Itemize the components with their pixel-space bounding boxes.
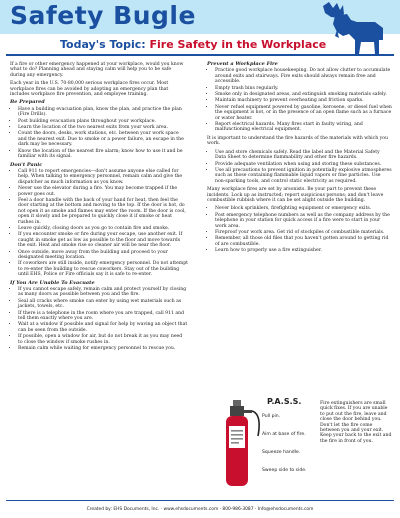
hazards-paragraph: It is important to understand the fire hazards of the materials with which you work. <box>207 135 388 147</box>
list-item: • Remain calm while waiting for emergency personnel to rescue you. <box>18 346 188 351</box>
fire-extinguisher-icon <box>208 396 268 492</box>
list-item: • Practice good workplace housekeeping. Do not allow clutter to accumulate around exits and stairways. Fire exits should always remain free and accessible. <box>215 68 392 84</box>
pass-graphic <box>208 396 318 492</box>
list-item: • Use and store chemicals safely. Read the label and the Material Safety Data Sheet to determine flammability and other fire hazards. <box>215 150 392 161</box>
footer-credits: Created by: EHS Documents, Inc. · www.ehsdocuments.com · 800-986-3087 · Info@ehsdocuments.com <box>86 507 314 512</box>
list-item: • Seal all cracks where smoke can enter by using wet materials such as jackets, towels, etc. <box>18 299 188 310</box>
list-item: • If coworkers are still inside, notify emergency personnel. Do not attempt to re-enter the building to rescue coworkers. Stay out of the building until EHS, Police or Fire officials say it is safe to re-enter. <box>18 261 188 277</box>
arson-paragraph: Many workplace fires are set by arsonists. Be your part to prevent these incidents. Lock up as instructed; report suspicious persons; and don't leave combustible rubbish where it can be set alight outside the building. <box>207 187 384 203</box>
list-item: • Learn how to properly use a fire extinguisher. <box>215 248 392 253</box>
right-column <box>207 62 392 257</box>
list-item: • Know the location of the nearest fire alarm; know how to use it and be familiar with its signal. <box>18 149 188 160</box>
list-item: • Feel a door handle with the back of your hand for heat, then feel the door starting at the bottom and moving to the top. If the door is hot, do not open it as smoke and flames may enter the room. If the door is cool, open it slowly and be prepared to quickly close it if smoke or heat rushes in. <box>18 198 188 225</box>
list-item: • Never refuel equipment powered by gasoline, kerosene, or diesel fuel when the equipment is hot, or in the presence of an open flame such as a furnace or water heater. <box>215 105 392 121</box>
list-item: • Report electrical hazards. Many fires start in faulty wiring, and malfunctioning electrical equipment. <box>215 122 392 133</box>
be-prepared-list <box>10 107 188 160</box>
title-divider <box>6 54 394 56</box>
list-item: • If there is a telephone in the room where you are trapped, call 911 and tell them exactly where you are. <box>18 311 188 322</box>
arson-list <box>207 206 392 253</box>
topic-line <box>60 38 326 51</box>
topic-prefix: Today's Topic: <box>60 38 146 51</box>
pass-title: P.A.S.S. <box>267 397 302 406</box>
list-item: • Count the doors, desks, work stations, etc. between your work space and the nearest exit. Due to smoke or a power failure, an escape in the dark may be necessary. <box>18 131 188 147</box>
topic-name: Fire Safety in the Workplace <box>149 38 327 51</box>
list-item: • Remember, all those old files that you haven't gotten around to getting rid of are combustible. <box>215 236 392 247</box>
list-item: • Empty trash bins regularly. <box>215 86 392 91</box>
section-heading-dont-panic: Don't Panic <box>10 161 43 168</box>
list-item: • Wait at a window if possible and signal for help by waving an object that can be seen from the outside. <box>18 322 188 333</box>
hazards-list <box>207 150 392 184</box>
section-heading-be-prepared: Be Prepared <box>10 99 45 106</box>
pass-step-pull: Pull pin. <box>262 414 281 419</box>
left-column <box>10 62 188 355</box>
section-heading-unable-to-evacuate: If You Are Unable To Evacuate <box>10 279 95 286</box>
list-item: • If you cannot escape safely, remain calm and protect yourself by closing as many doors as possible between you and the fire. <box>18 287 188 298</box>
list-item: • Use all precautions to prevent ignition in potentially explosive atmospheres such as those containing flammable liquid vapors or fine particles. Use non-sparking tools, and control static electricity as required. <box>215 168 392 184</box>
pass-step-aim: Aim at base of fire. <box>262 432 306 437</box>
list-item: • Maintain machinery to prevent overheating and friction sparks. <box>215 98 392 103</box>
list-item: • Provide adequate ventilation when using and storing these substances. <box>215 162 392 167</box>
list-item: • Learn the location of the two nearest exits from your work area. <box>18 125 188 130</box>
footer-divider <box>6 500 394 501</box>
list-item: • Never block sprinklers, firefighting equipment or emergency exits. <box>215 206 392 211</box>
pass-step-squeeze: Squeeze handle. <box>262 450 301 455</box>
list-item: • Smoke only in designated areas, and extinguish smoking materials safely. <box>215 92 392 97</box>
list-item: • If you encounter smoke or fire during your escape, use another exit. If caught in smoke get as low as possible to the floor and move towards the exit. Heat and smoke rise so cleaner air will be near the floor. <box>18 232 188 248</box>
list-item: • If possible, open a window for air, but do not break it as you may need to close the window if smoke rushes in. <box>18 334 188 345</box>
list-item: • Post building evacuation plans throughout your workplace. <box>18 119 188 124</box>
list-item: • Never use the elevator during a fire. You may become trapped if the power goes out. <box>18 186 188 197</box>
list-item: • Post emergency telephone numbers as well as the company address by the telephone in your station for quick access if a fire were to start in your work area. <box>215 213 392 229</box>
prevent-list <box>207 68 392 132</box>
intro-paragraph: If a fire or other emergency happened at your workplace, would you know what to do? Planning ahead and staying calm will help you to be safe during any emergency. <box>10 62 184 78</box>
section-heading-prevent: Prevent a Workplace Fire <box>207 61 278 67</box>
newsletter-title: Safety Bugle <box>10 1 196 30</box>
intro-paragraph: Each year in the U.S. 70-80,000 serious workplace fires occur. Most workplace fires can be avoided by adopting an emergency plan that includes workplace fire prevention, and employee training. <box>10 81 169 98</box>
dont-panic-list <box>10 169 188 278</box>
list-item: • Fireproof your work area. Get rid of stockpiles of combustible materials. <box>215 230 392 235</box>
pass-step-sweep: Sweep side to side. <box>262 468 307 473</box>
list-item: • Leave quickly, closing doors as you go to contain fire and smoke. <box>18 226 188 231</box>
extinguisher-note: Fire extinguishers are small quick fixes. If you are unable to put out the fire, leave and close the door behind you. Don't let the fire come between you and your exit. Keep your back to the exit and the fire in front of you. <box>320 401 392 444</box>
unable-list <box>10 287 188 351</box>
list-item: • Call 911 to report emergencies—don't assume anyone else called for help. When talking to emergency personnel, remain calm and give the dispatcher as much information as you know. <box>18 169 188 185</box>
list-item: • Have a building evacuation plan, know the plan, and practice the plan (Fire Drills). <box>18 107 188 118</box>
list-item: • Once outside, move away from the building and proceed to your designated meeting location. <box>18 250 188 261</box>
